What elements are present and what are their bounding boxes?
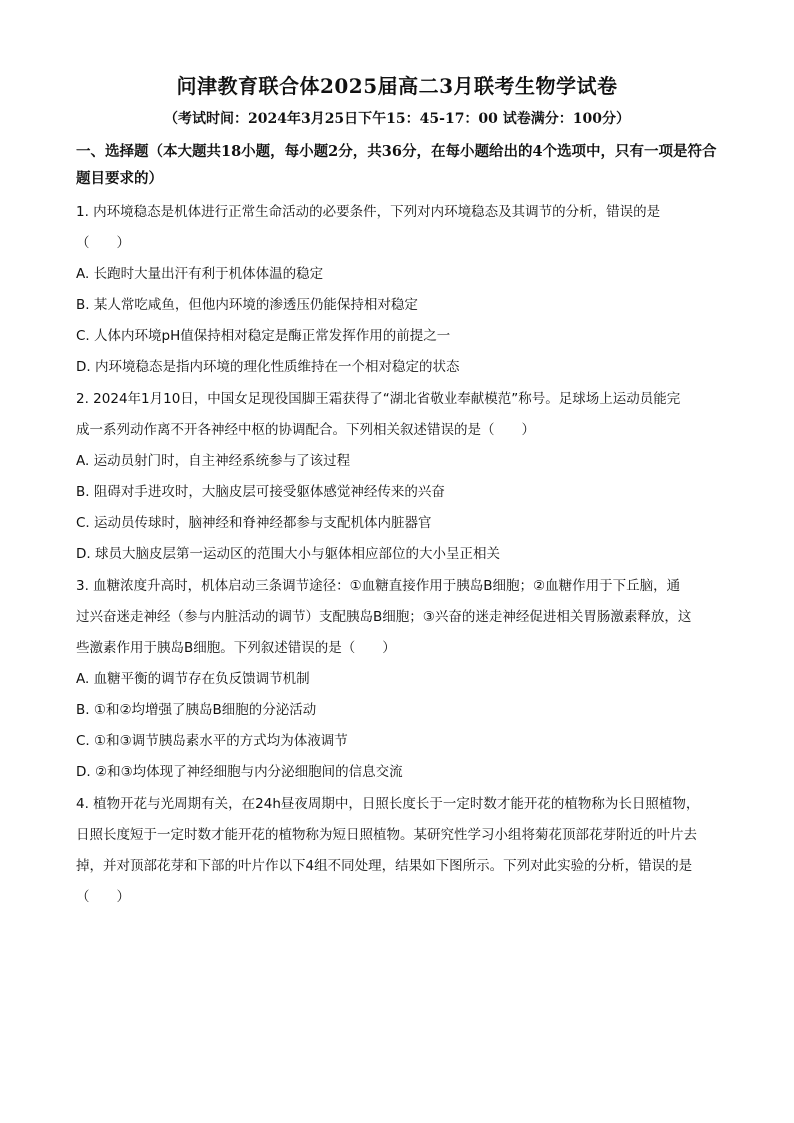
q3-stem-line-1: 3. 血糖浓度升高时，机体启动三条调节途径：①血糖直接作用于胰岛B细胞；②血糖作用于下丘脑，通 <box>76 578 681 594</box>
q4-answer-blank: （ ） <box>76 889 130 905</box>
q2-option-c: C. 运动员传球时，脑神经和脊神经都参与支配机体内脏器官 <box>76 515 432 531</box>
exam-title: 问津教育联合体2025届高二3月联考生物学试卷 <box>176 74 618 98</box>
exam-subtitle: （考试时间：2024年3月25日下午15：45-17：00 试卷满分：100分） <box>163 111 631 127</box>
q1-option-d: D. 内环境稳态是指内环境的理化性质维持在一个相对稳定的状态 <box>76 359 460 375</box>
q2-option-b: B. 阻碍对手进攻时，大脑皮层可接受躯体感觉神经传来的兴奋 <box>76 484 445 500</box>
q3-option-d: D. ②和③均体现了神经细胞与内分泌细胞间的信息交流 <box>76 764 403 780</box>
q3-option-c: C. ①和③调节胰岛素水平的方式均为体液调节 <box>76 733 348 749</box>
q2-option-a: A. 运动员射门时，自主神经系统参与了该过程 <box>76 453 351 469</box>
q2-stem-line-2: 成一系列动作离不开各神经中枢的协调配合。下列相关叙述错误的是（ ） <box>76 422 535 438</box>
q4-stem-line-3: 掉，并对顶部花芽和下部的叶片作以下4组不同处理，结果如下图所示。下列对此实验的分析，错误的是 <box>76 858 693 874</box>
q1-option-c: C. 人体内环境pH值保持相对稳定是酶正常发挥作用的前提之一 <box>76 328 451 344</box>
q1-stem-line-1: 1. 内环境稳态是机体进行正常生命活动的必要条件，下列对内环境稳态及其调节的分析，错误的是 <box>76 204 661 220</box>
q4-stem-line-2: 日照长度短于一定时数才能开花的植物称为短日照植物。某研究性学习小组将菊花顶部花芽附近的叶片去 <box>76 827 697 843</box>
q2-option-d: D. 球员大脑皮层第一运动区的范围大小与躯体相应部位的大小呈正相关 <box>76 546 500 562</box>
q1-answer-blank: （ ） <box>76 235 130 251</box>
q3-option-b: B. ①和②均增强了胰岛B细胞的分泌活动 <box>76 702 317 718</box>
q2-stem-line-1: 2. 2024年1月10日，中国女足现役国脚王霜获得了“湖北省敬业奉献模范”称号。足球场上运动员能完 <box>76 391 681 407</box>
q3-option-a: A. 血糖平衡的调节存在负反馈调节机制 <box>76 671 310 687</box>
q3-stem-line-2: 过兴奋迷走神经（参与内脏活动的调节）支配胰岛B细胞；③兴奋的迷走神经促进相关胃肠激素释放，这 <box>76 609 692 625</box>
q1-option-b: B. 某人常吃咸鱼，但他内环境的渗透压仍能保持相对稳定 <box>76 297 418 313</box>
q1-option-a: A. 长跑时大量出汗有利于机体体温的稳定 <box>76 266 324 282</box>
q4-stem-line-1: 4. 植物开花与光周期有关，在24h昼夜周期中，日照长度长于一定时数才能开花的植物称为长日照植物， <box>76 796 700 812</box>
section-header: 一、选择题（本大题共18小题，每小题2分，共36分，在每小题给出的4个选项中，只有一项是符合题目要求的） <box>76 143 717 187</box>
q3-stem-line-3: 些激素作用于胰岛B细胞。下列叙述错误的是（ ） <box>76 640 396 656</box>
